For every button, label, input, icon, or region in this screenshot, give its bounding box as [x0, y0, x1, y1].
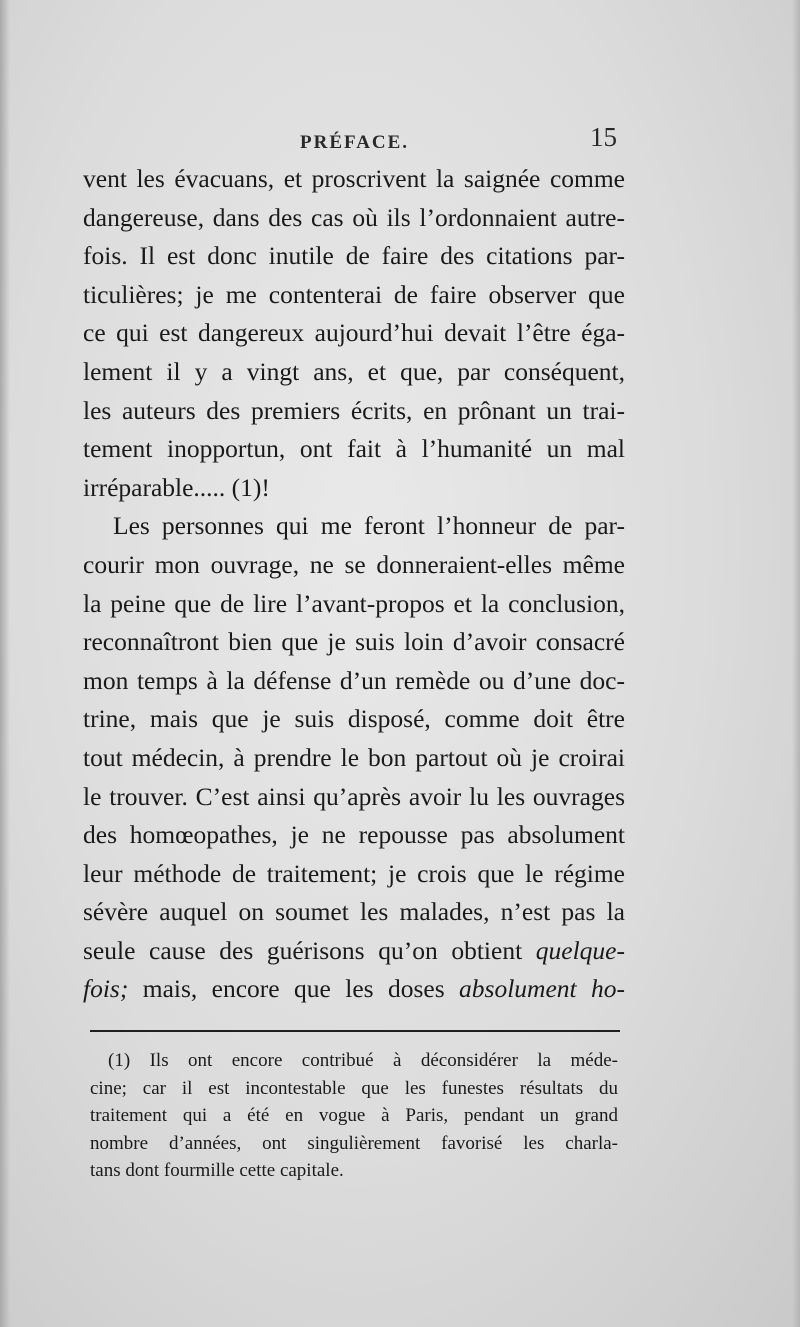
footnote: [90, 1047, 618, 1185]
body-line: leur méthode de traitement; je crois que le régime: [83, 858, 625, 888]
body-line: vent les évacuans, et proscrivent la saignée comme: [83, 164, 625, 193]
body-line: tement inopportun, ont fait à l’humanité un mal: [83, 434, 625, 464]
body-text: [83, 160, 625, 1009]
body-line: lement il y a vingt ans, et que, par conséquent,: [83, 356, 625, 386]
footnote-line: nombre d’années, ont singulièrement favorisé les charla-: [90, 1132, 618, 1154]
body-line-text: mais, encore que les doses: [128, 974, 460, 1004]
italic-word: quelque-: [535, 935, 625, 965]
page-number: 15: [590, 122, 617, 152]
body-line: des homœopathes, je ne repousse pas absolument: [83, 820, 625, 850]
running-head: PRÉFACE.: [300, 132, 410, 153]
body-line: sévère auquel on soumet les malades, n’est pas la: [83, 897, 625, 927]
footnote-line: cine; car il est incontestable que les funestes résultats du: [90, 1077, 618, 1099]
body-line: trine, mais que je suis disposé, comme doit être: [83, 704, 625, 734]
body-line: courir mon ouvrage, ne se donneraient-elles même: [83, 549, 625, 579]
footnote-line: (1) Ils ont encore contribué à déconsidérer la méde-: [108, 1050, 618, 1071]
body-line-with-italic: [83, 932, 625, 971]
body-line: le trouver. C’est ainsi qu’après avoir lu les ouvrages: [83, 781, 625, 811]
page-left-shadow: [0, 0, 10, 1327]
body-line: ticulières; je me contenterai de faire observer que: [83, 279, 625, 309]
body-line-text: seule cause des guérisons qu’on obtient: [83, 935, 523, 965]
body-line: fois. Il est donc inutile de faire des citations par-: [83, 241, 625, 271]
footnote-line: tans dont fourmille cette capitale.: [90, 1160, 344, 1181]
body-line: Les personnes qui me feront l’honneur de par-: [113, 511, 625, 541]
body-line: mon temps à la défense d’un remède ou d’une doc-: [83, 665, 625, 695]
body-line: tout médecin, à prendre le bon partout où je croirai: [83, 742, 625, 772]
body-line: irréparable..... (1)!: [83, 472, 270, 502]
footnote-rule: [90, 1030, 620, 1032]
body-line-with-italic: [83, 970, 625, 1009]
body-line: ce qui est dangereux aujourd’hui devait l’être éga-: [83, 318, 625, 348]
body-line: dangereuse, dans des cas où ils l’ordonnaient autre-: [83, 202, 625, 232]
body-line: la peine que de lire l’avant-propos et la conclusion,: [83, 588, 625, 618]
italic-word: fois;: [83, 974, 129, 1004]
page-right-shadow: [792, 0, 800, 1327]
footnote-line: traitement qui a été en vogue à Paris, pendant un grand: [90, 1105, 618, 1126]
italic-word: absolument ho-: [459, 974, 625, 1004]
body-line: les auteurs des premiers écrits, en prônant un trai-: [83, 395, 625, 425]
body-line: reconnaîtront bien que je suis loin d’avoir consacré: [83, 627, 625, 657]
